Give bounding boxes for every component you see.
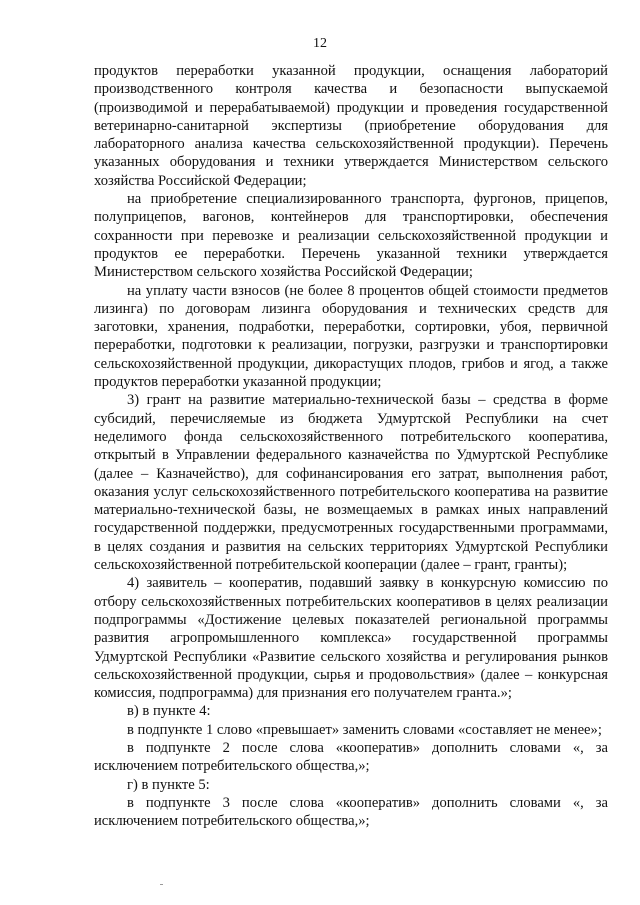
paragraph-subitem-2-amendment: в подпункте 2 после слова «кооператив» дополнить словами «, за исключением потребительского общества,»;: [94, 739, 608, 775]
scan-artifact: [160, 884, 163, 885]
paragraph-subitem-3-amendment: в подпункте 3 после слова «кооператив» дополнить словами «, за исключением потребительского общества,»;: [94, 794, 608, 830]
paragraph-equipment-list-continuation: продуктов переработки указанной продукции, оснащения лабораторий производственного контроля качества и безопасности выпускаемой (производимой и перерабатываемой) продукции и проведения государственной ветеринарно-санитарной экспертизы (приобретение оборудования для лабораторного анализа качества сельскохозяйственной продукции). Перечень указанных оборудования и техники утверждается Министерством сельского хозяйства Российской Федерации;: [94, 63, 608, 189]
paragraph-item-5-heading: г) в пункте 5:: [127, 776, 210, 793]
page-number: 12: [313, 36, 327, 51]
paragraph-subitem-1-amendment: в подпункте 1 слово «превышает» заменить словами «составляет не менее»;: [127, 721, 602, 738]
paragraph-transport-purchase: на приобретение специализированного транспорта, фургонов, прицепов, полуприцепов, вагонов, контейнеров для транспортировки, обеспечения сохранности при перевозке и реализации сельскохозяйственной продукции и продуктов ее переработки. Перечень указанной техники утверждается Министерством сельского хозяйства Российской Федерации;: [94, 191, 608, 281]
paragraph-leasing-payments: на уплату части взносов (не более 8 процентов общей стоимости предметов лизинга) по договорам лизинга оборудования и технических средств для заготовки, хранения, подработки, переработки, сортировки, убоя, первичной переработки, подготовки к реализации, погрузки, разгрузки и транспортировки сельскохозяйственной продукции, дикорастущих плодов, грибов и ягод, а также продуктов переработки указанной продукции;: [94, 282, 608, 391]
document-body: [94, 62, 608, 830]
paragraph-applicant-definition: 4) заявитель – кооператив, подавший заявку в конкурсную комиссию по отбору сельскохозяйственных потребительских кооперативов в целях реализации подпрограммы «Достижение целевых показателей региональной программы развития агропромышленного комплекса» государственной программы Удмуртской Республики «Развитие сельского хозяйства и регулирования рынков сельскохозяйственной продукции, сырья и продовольствия» (далее – конкурсная комиссия, подпрограмма) для признания его получателем гранта.»;: [94, 575, 608, 702]
paragraph-grant-definition: 3) грант на развитие материально-технической базы – средства в форме субсидий, перечисляемые из бюджета Удмуртской Республики на счет неделимого фонда сельскохозяйственного потребительского кооператива, открытый в Управлении федерального казначейства по Удмуртской Республике (далее – Казначейство), для софинансирования его затрат, выполнения работ, оказания услуг сельскохозяйственного потребительского кооператива на развитие материально-технической базы, не возмещаемых в рамках иных направлений государственной поддержки, предусмотренных государственными программами, в целях создания и развития на сельских территориях Удмуртской Республики сельскохозяйственной потребительской кооперации (далее – грант, гранты);: [94, 392, 608, 574]
paragraph-item-4-heading: в) в пункте 4:: [127, 703, 211, 720]
